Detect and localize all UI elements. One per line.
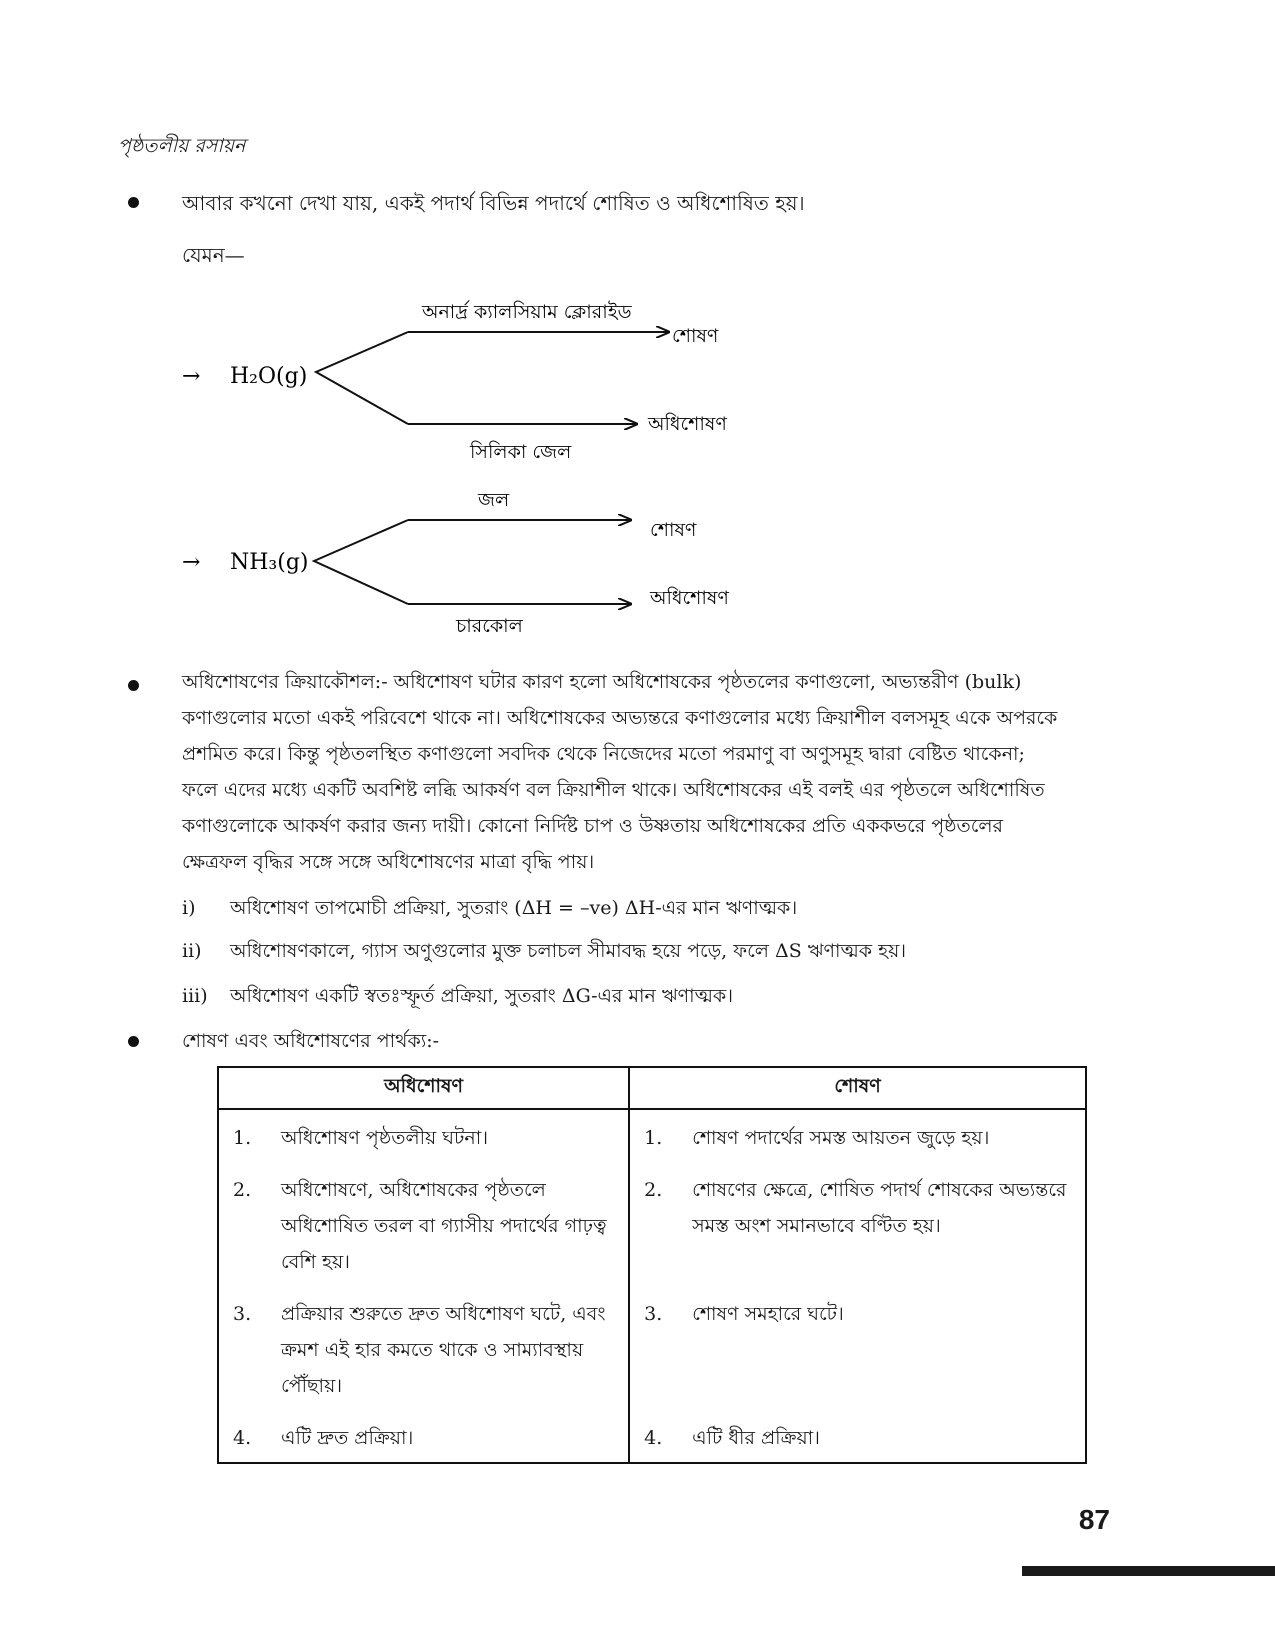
column-header-adsorption: অধিশোষণ xyxy=(218,1067,629,1109)
page-number: 87 xyxy=(1078,1504,1110,1535)
absorption-cell: শোষণ পদার্থের সমস্ত আয়তন জুড়ে হয়। xyxy=(692,1127,990,1149)
row-number: 4. xyxy=(233,1427,252,1449)
bullet-difference xyxy=(128,1036,139,1047)
point-ii xyxy=(182,937,906,969)
absorption-cell: শোষণ সমহারে ঘটে। xyxy=(692,1303,844,1325)
row-number: 1. xyxy=(233,1127,252,1149)
point-text: অধিশোষণকালে, গ্যাস অণুগুলোর মুক্ত চলাচল সীমাবদ্ধ হয়ে পড়ে, ফলে ΔS ঋণাত্মক হয়। xyxy=(230,940,907,962)
diagram1-species: H₂O(g) xyxy=(230,364,308,389)
point-number: ii) xyxy=(182,940,202,962)
table-row xyxy=(218,1109,1086,1162)
absorption-cell: শোষণের ক্ষেত্রে, শোষিত পদার্থ শোষকের অভ্যন্তরে সমস্ত অংশ সমানভাবে বণ্টিত হয়। xyxy=(692,1179,1067,1237)
table-row xyxy=(218,1162,1086,1286)
point-text: অধিশোষণ তাপমোচী প্রক্রিয়া, সুতরাং (ΔH = –ve) ΔH-এর মান ঋণাত্মক। xyxy=(230,897,798,919)
comparison-table xyxy=(217,1066,1087,1464)
bullet-mechanism xyxy=(128,680,139,691)
table-row xyxy=(218,1410,1086,1463)
example-label: যেমন— xyxy=(182,243,245,267)
diagram2-lower-result: অধিশোষণ xyxy=(650,587,729,609)
row-number: 1. xyxy=(644,1127,663,1149)
row-number: 4. xyxy=(644,1427,663,1449)
absorption-cell: এটি ধীর প্রক্রিয়া। xyxy=(692,1427,820,1449)
diagram2-species: NH₃(g) xyxy=(230,550,309,575)
mechanism-line: ফলে এদের মধ্যে একটি অবশিষ্ট লব্ধি আকর্ষণ বল ক্রিয়াশীল থাকে। অধিশোষকের এই বলই এর পৃষ্ঠতলে অধিশোষিত xyxy=(182,779,1045,801)
mechanism-line: প্রশমিত করে। কিন্তু পৃষ্ঠতলস্থিত কণাগুলো সবদিক থেকে নিজেদের মতো পরমাণু বা অণুসমূহ দ্বারা বেষ্টিত থাকেনা; xyxy=(182,743,1025,765)
point-text: অধিশোষণ একটি স্বতঃস্ফূর্ত প্রক্রিয়া, সুতরাং ΔG-এর মান ঋণাত্মক। xyxy=(230,985,734,1007)
table-row xyxy=(218,1286,1086,1410)
row-number: 3. xyxy=(233,1303,252,1325)
sorption-diagrams xyxy=(0,0,1275,660)
point-number: i) xyxy=(182,897,196,919)
mechanism-line: কণাগুলোকে আকর্ষণ করার জন্য দায়ী। কোনো নির্দিষ্ট চাপ ও উষ্ণতায় অধিশোষকের প্রতি এককভরে পৃষ্ঠতলের xyxy=(182,815,1003,837)
diagram1-fork xyxy=(316,332,408,424)
diagram2-fork xyxy=(314,520,408,604)
mechanism-line: অধিশোষণের ক্রিয়াকৌশল:- অধিশোষণ ঘটার কারণ হলো অধিশোষকের পৃষ্ঠতলের কণাগুলো, অভ্যন্তরীণ (bulk) xyxy=(182,671,1022,693)
diagram2-bullet-arrow: → xyxy=(182,550,201,575)
diagram1-lower-result: অধিশোষণ xyxy=(648,413,727,435)
diagram2-upper-result: শোষণ xyxy=(650,519,697,541)
row-number: 3. xyxy=(644,1303,663,1325)
diagram1-upper-medium: অনার্দ্র ক্যালসিয়াম ক্লোরাইড xyxy=(422,301,632,323)
adsorption-cell: প্রক্রিয়ার শুরুতে দ্রুত অধিশোষণ ঘটে, এবং ক্রমশ এই হার কমতে থাকে ও সাম্যাবস্থায় পৌঁছায়। xyxy=(281,1303,606,1397)
intro-line: আবার কখনো দেখা যায়, একই পদার্থ বিভিন্ন পদার্থে শোষিত ও অধিশোষিত হয়। xyxy=(182,191,805,215)
mechanism-line: কণাগুলোর মতো একই পরিবেশে থাকে না। অধিশোষকের অভ্যন্তরে কণাগুলোর মধ্যে ক্রিয়াশীল বলসমূহ একে অপরকে xyxy=(182,707,1058,729)
row-number: 2. xyxy=(233,1179,252,1201)
diagram1-lower-medium: সিলিকা জেল xyxy=(470,441,572,463)
mechanism-line: ক্ষেত্রফল বৃদ্ধির সঙ্গে সঙ্গে অধিশোষণের মাত্রা বৃদ্ধি পায়। xyxy=(182,851,595,873)
diagram2-lower-medium: চারকোল xyxy=(456,615,523,637)
diagram1-bullet-arrow: → xyxy=(182,364,201,389)
diagram1-upper-result: শোষণ xyxy=(672,325,719,347)
column-header-absorption: শোষণ xyxy=(629,1067,1086,1109)
point-number: iii) xyxy=(182,985,208,1007)
adsorption-cell: অধিশোষণে, অধিশোষকের পৃষ্ঠতলে অধিশোষিত তরল বা গ্যাসীয় পদার্থের গাঢ়ত্ব বেশি হয়। xyxy=(281,1179,607,1273)
difference-heading: শোষণ এবং অধিশোষণের পার্থক্য:- xyxy=(182,1030,440,1052)
running-header: পৃষ্ঠতলীয় রসায়ন xyxy=(118,135,246,157)
adsorption-cell: অধিশোষণ পৃষ্ঠতলীয় ঘটনা। xyxy=(281,1127,489,1149)
point-i xyxy=(182,894,797,926)
point-iii xyxy=(182,982,733,1014)
row-number: 2. xyxy=(644,1179,663,1201)
footer-bar xyxy=(1022,1566,1275,1576)
mechanism-paragraph xyxy=(182,664,1112,880)
adsorption-cell: এটি দ্রুত প্রক্রিয়া। xyxy=(281,1427,414,1449)
diagram2-upper-medium: জল xyxy=(478,489,510,511)
